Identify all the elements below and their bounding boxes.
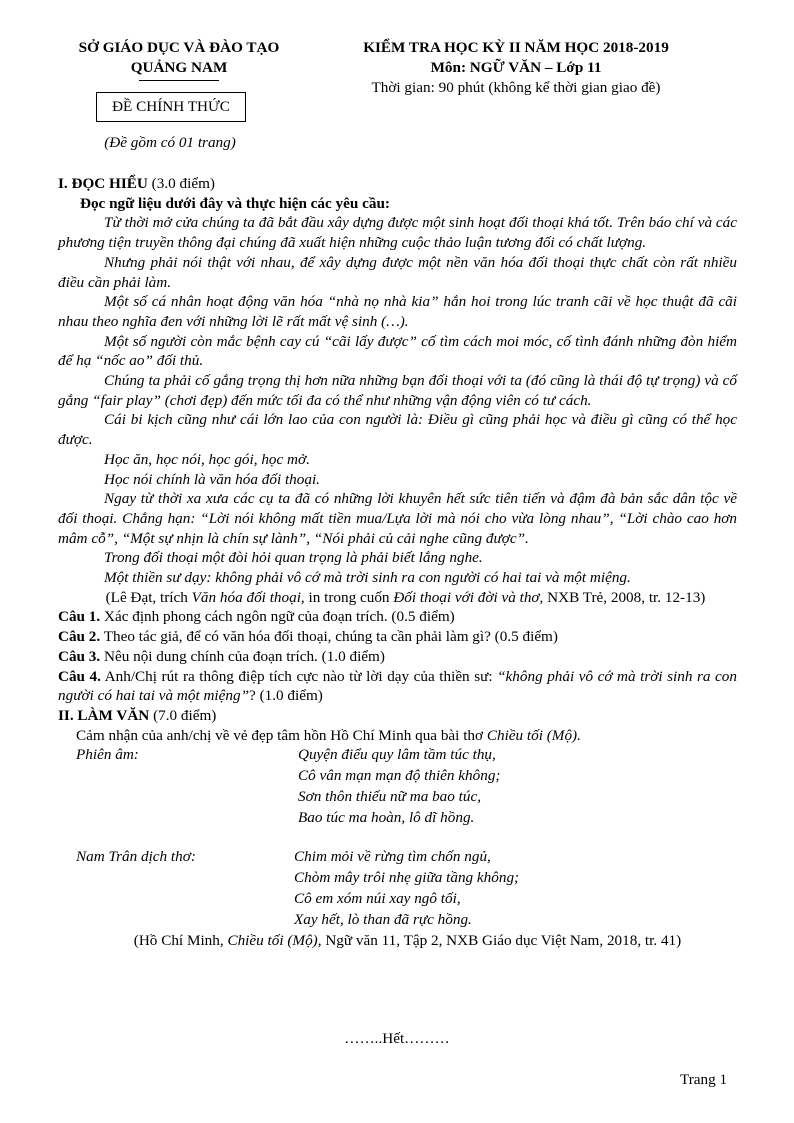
header-divider <box>139 80 219 81</box>
department-header <box>40 38 318 81</box>
poem-label: Phiên âm: <box>76 746 139 764</box>
section1-instruction: Đọc ngữ liệu dưới đây và thực hiện các yêu cầu: <box>80 194 390 212</box>
poem-row <box>58 847 737 868</box>
passage-paragraph: Cái bi kịch cũng như cái lớn lao của con người là: Điều gì cũng phải học và điều gì cũng có thể học được. <box>58 411 737 449</box>
exam-subject: Môn: NGỮ VĂN – Lớp 11 <box>430 59 602 76</box>
question-quote: “không phải vô cớ mà trời sinh ra con người có hai tai và một miệng” <box>58 667 737 705</box>
source-suffix: , NXB Trẻ, 2008, tr. 12-13) <box>539 588 706 606</box>
section2-points: (7.0 điểm) <box>149 706 217 724</box>
essay-prompt-text: Cảm nhận của anh/chị về vẻ đẹp tâm hồn Hồ Chí Minh qua bài thơ <box>76 726 487 744</box>
poem-row <box>58 745 737 766</box>
official-label: ĐỀ CHÍNH THỨC <box>96 92 246 122</box>
poem-row <box>58 787 737 808</box>
section1-points: (3.0 điểm) <box>147 175 215 192</box>
poem-source-work: Chiều tối (Mộ) <box>227 932 318 950</box>
question-label: Câu 3. <box>58 647 101 665</box>
poem-row <box>58 766 737 787</box>
question-3 <box>58 647 737 667</box>
poem-line: Sơn thôn thiếu nữ ma bao túc, <box>298 788 482 806</box>
passage-paragraph: Chúng ta phải cố gắng trọng thị hơn nữa những bạn đối thoại với ta (đó cũng là thái độ tự trọng) và cố gắng “fair play” (chơi đẹp) đến mức tối đa có thể như những vận động viên có tư cách. <box>58 372 737 409</box>
poem-line: Cô vân mạn mạn độ thiên không; <box>298 767 501 785</box>
page-number: Trang 1 <box>680 1071 728 1088</box>
poem-source-prefix: (Hồ Chí Minh, <box>133 932 228 950</box>
section2-title: II. LÀM VĂN <box>58 706 150 724</box>
poem-row <box>58 868 737 889</box>
poem-line: Chòm mây trôi nhẹ giữa tầng không; <box>294 869 520 887</box>
source-work: Văn hóa đối thoại <box>191 588 301 606</box>
exam-time: Thời gian: 90 phút (không kể thời gian giao đề) <box>371 79 661 96</box>
question-text: Xác định phong cách ngôn ngữ của đoạn trích. (0.5 điểm) <box>100 608 455 626</box>
end-mark: ……..Hết……… <box>344 1030 450 1047</box>
source-prefix: (Lê Đạt, trích <box>105 588 192 606</box>
poem-source <box>58 931 737 951</box>
essay-prompt <box>58 726 737 746</box>
source-mid: , in trong cuốn <box>300 588 394 606</box>
question-2 <box>58 627 737 647</box>
poem-line: Chim mỏi về rừng tìm chốn ngủ, <box>294 848 491 866</box>
question-suffix: ? (1.0 điểm) <box>249 687 323 705</box>
poem-label: Nam Trân dịch thơ: <box>76 848 196 866</box>
section2-heading <box>58 706 737 726</box>
poem-line: Xay hết, lò than đã rực hồng. <box>294 911 472 929</box>
question-1 <box>58 607 737 627</box>
essay-prompt-title: Chiều tối (Mộ). <box>486 726 581 744</box>
passage-paragraph: Ngay từ thời xa xưa các cụ ta đã có những lời khuyên hết sức tiên tiến và đậm đà bản sắc dân tộc về đối thoại. Chẳng hạn: “Lời nói không mất tiền mua/Lựa lời mà nói cho vừa lòng nhau”, “Lời chào cao hơn mâm cỗ”, “Một sự nhịn là chín sự lành”, “Nói phải củ cải nghe cũng được”. <box>58 490 737 547</box>
question-label: Câu 4. <box>58 667 101 685</box>
question-label: Câu 2. <box>58 628 101 646</box>
passage-paragraph: Từ thời mở cửa chúng ta đã bắt đầu xây dựng được một sinh hoạt đối thoại khá tốt. Trên báo chí và các phương tiện truyền thông đại chúng đã xuất hiện những cuộc thảo luận tương đối có chất lượng. <box>58 214 737 252</box>
reading-passage <box>58 213 737 587</box>
poem-line: Bao túc ma hoàn, lô dĩ hồng. <box>298 809 475 827</box>
department-line2: QUẢNG NAM <box>130 59 228 76</box>
question-text: Nêu nội dung chính của đoạn trích. (1.0 điểm) <box>100 647 385 665</box>
question-text: Theo tác giả, để có văn hóa đối thoại, chúng ta cần phải làm gì? (0.5 điểm) <box>100 628 558 646</box>
poem-original <box>58 745 737 829</box>
section1-title: I. ĐỌC HIỂU <box>58 175 148 192</box>
passage-paragraph: Một số cá nhân hoạt động văn hóa “nhà nọ nhà kia” hắn hoi trong lúc tranh cãi về học thuật đã cãi nhau theo nghĩa đen với những lời lẽ rất mất vệ sinh (…). <box>58 293 737 330</box>
passage-paragraph: Một số người còn mắc bệnh cay cú “cãi lấy được” cố tìm cách moi móc, cố tình đánh những đòn hiểm để hạ “nốc ao” đối thủ. <box>58 332 737 370</box>
question-list <box>58 607 737 666</box>
exam-header <box>330 38 702 98</box>
passage-paragraph: Nhưng phải nói thật với nhau, để xây dựng được một nền văn hóa đối thoại thực chất còn rất nhiều điều cần phải làm. <box>58 253 737 291</box>
poem-row <box>58 808 737 829</box>
source-book: Đối thoại với đời và thơ <box>393 588 540 606</box>
passage-paragraph: Trong đối thoại một đòi hỏi quan trọng là phải biết lắng nghe. <box>104 549 483 567</box>
poem-line: Cô em xóm núi xay ngô tối, <box>294 890 461 908</box>
section1-heading <box>58 174 737 194</box>
exam-body <box>58 174 737 951</box>
question-text: Anh/Chị rút ra thông điệp tích cực nào từ lời dạy của thiền sư: <box>100 667 498 685</box>
department-line1: SỞ GIÁO DỤC VÀ ĐÀO TẠO <box>78 39 280 56</box>
exam-title: KIỂM TRA HỌC KỲ II NĂM HỌC 2018-2019 <box>363 39 669 56</box>
poem-row <box>58 910 737 931</box>
pages-note: (Đề gồm có 01 trang) <box>104 134 236 151</box>
passage-source <box>58 588 737 608</box>
question-4 <box>58 667 737 706</box>
passage-paragraph: Học ăn, học nói, học gói, học mở. <box>104 450 310 468</box>
passage-paragraph: Học nói chính là văn hóa đối thoại. <box>104 470 320 488</box>
question-label: Câu 1. <box>58 608 101 626</box>
poem-translation <box>58 847 737 931</box>
poem-source-suffix: , Ngữ văn 11, Tập 2, NXB Giáo dục Việt Nam, 2018, tr. 41) <box>317 932 682 950</box>
poem-row <box>58 889 737 910</box>
passage-paragraph: Một thiền sư dạy: không phải vô cớ mà trời sinh ra con người có hai tai và một miệng. <box>104 569 631 587</box>
poem-line: Quyện điểu quy lâm tầm túc thụ, <box>298 746 496 764</box>
